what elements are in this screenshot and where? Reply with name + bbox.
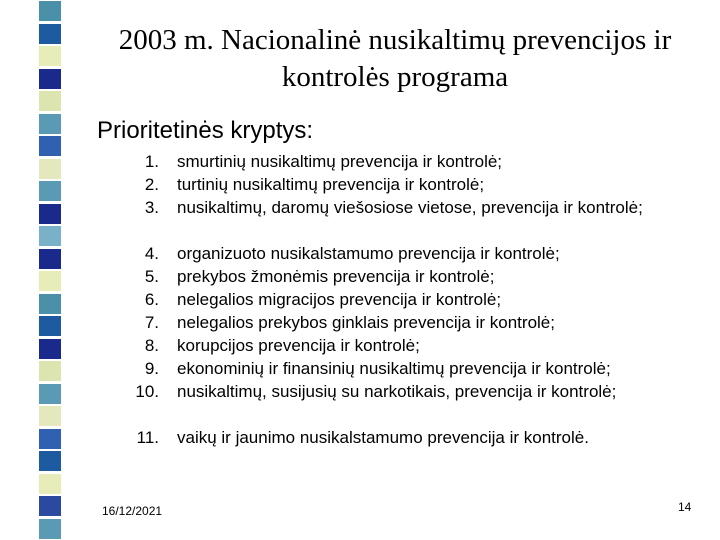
list-item-text: vaikų ir jaunimo nusikalstamumo prevencija ir kontrolė.: [177, 428, 589, 447]
decorative-square: [38, 360, 62, 382]
decorative-square: [38, 270, 62, 292]
list-item-number: 5.: [144, 267, 159, 286]
list-item-number: 4.: [144, 244, 159, 263]
list-item-number: 2.: [144, 175, 159, 194]
list-item-text: organizuoto nusikalstamumo prevencija ir kontrolė;: [177, 244, 560, 263]
slide-date: 16/12/2021: [102, 504, 163, 518]
list-item: [100, 426, 700, 472]
priority-list: [100, 150, 700, 472]
list-item-text: turtinių nusikaltimų prevencija ir kontrolė;: [177, 175, 485, 194]
decorative-square: [38, 495, 62, 517]
list-item-number: 11.: [136, 428, 159, 447]
list-item: [100, 334, 700, 357]
decorative-square: [38, 248, 62, 270]
list-item: [100, 150, 700, 173]
list-item-text: korupcijos prevencija ir kontrolė;: [177, 336, 420, 355]
list-item-number: 10.: [135, 382, 159, 401]
decorative-square: [38, 383, 62, 405]
list-item: [100, 311, 700, 334]
decorative-square: [38, 428, 62, 450]
list-item-number: 6.: [144, 290, 159, 309]
decorative-square: [38, 203, 62, 225]
list-item-number: 1.: [144, 152, 159, 171]
decorative-square: [38, 0, 62, 22]
decorative-square: [38, 23, 62, 45]
decorative-square: [38, 180, 62, 202]
slide-title: 2003 m. Nacionalinė nusikaltimų prevencijos ir kontrolės programa: [118, 24, 672, 93]
decorative-square: [38, 473, 62, 495]
list-item-text: prekybos žmonėmis prevencija ir kontrolė;: [177, 267, 495, 286]
list-item: [100, 196, 700, 242]
list-item: [100, 242, 700, 265]
list-item: [100, 380, 700, 426]
decorative-square: [38, 68, 62, 90]
decorative-square: [38, 225, 62, 247]
decorative-square: [38, 90, 62, 112]
decorative-square-strip: [0, 0, 64, 540]
list-item-text: nusikaltimų, daromų viešosiose vietose, prevencija ir kontrolė;: [177, 198, 643, 217]
decorative-square: [38, 293, 62, 315]
decorative-square: [38, 405, 62, 427]
decorative-square: [38, 135, 62, 157]
list-item-text: ekonominių ir finansinių nusikaltimų prevencija ir kontrolė;: [177, 359, 611, 378]
decorative-square: [38, 518, 62, 540]
slide-page-number: 14: [678, 500, 692, 514]
list-item-text: smurtinių nusikaltimų prevencija ir kontrolė;: [177, 152, 503, 171]
list-item-number: 3.: [144, 198, 159, 217]
list-item-text: nusikaltimų, susijusių su narkotikais, prevencija ir kontrolė;: [177, 382, 617, 401]
list-item: [100, 288, 700, 311]
decorative-square: [38, 45, 62, 67]
list-item: [100, 173, 700, 196]
decorative-square: [38, 450, 62, 472]
decorative-square: [38, 338, 62, 360]
list-item: [100, 265, 700, 288]
list-item-text: nelegalios migracijos prevencija ir kontrolė;: [177, 290, 502, 309]
decorative-square: [38, 158, 62, 180]
decorative-square: [38, 315, 62, 337]
list-item-number: 8.: [144, 336, 159, 355]
list-item: [100, 357, 700, 380]
slide-heading: Prioritetinės kryptys:: [97, 117, 314, 144]
decorative-square: [38, 113, 62, 135]
list-item-text: nelegalios prekybos ginklais prevencija ir kontrolė;: [177, 313, 555, 332]
list-item-number: 7.: [144, 313, 159, 332]
list-item-number: 9.: [144, 359, 159, 378]
